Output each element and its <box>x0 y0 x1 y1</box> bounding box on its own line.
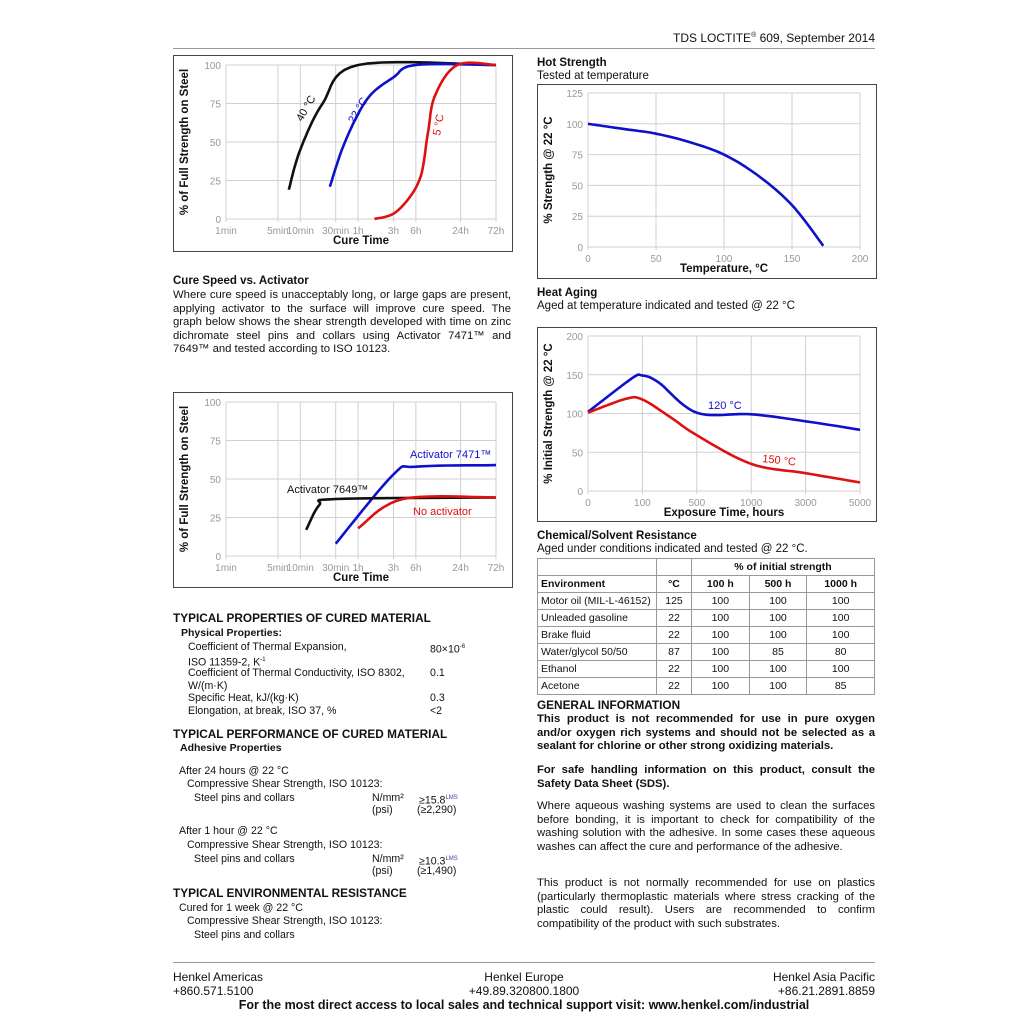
perf-1h-unit-psi: (psi) <box>372 865 393 877</box>
table-cell: Water/glycol 50/50 <box>538 644 657 661</box>
env-title: TYPICAL ENVIRONMENTAL RESISTANCE <box>173 886 407 900</box>
perf-24h-unit-psi: (psi) <box>372 804 393 816</box>
y-tick-label: 125 <box>566 89 583 100</box>
y-axis-label: % Strength @ 22 °C <box>543 116 555 224</box>
cure-speed-chart <box>173 55 513 252</box>
x-tick-label: 30min <box>322 563 350 574</box>
hot-strength-title: Hot Strength <box>537 57 607 69</box>
y-tick-label: 150 <box>566 370 583 382</box>
general-title: GENERAL INFORMATION <box>537 698 681 712</box>
general-plastics-text: This product is not normally recommended for use on plastics (particularly thermoplastic materials where stress cracking of the plastic could result). Users are recommended to confirm compatibility of the product with such substrates. <box>537 877 875 930</box>
x-tick-label: 10min <box>286 226 314 237</box>
registered-mark: ® <box>751 32 757 39</box>
x-tick-label: 200 <box>851 254 869 265</box>
x-tick-label: 24h <box>452 226 469 237</box>
table-cell: 100 <box>692 610 750 627</box>
general-sds-notice: For safe handling information on this product, consult the Safety Data Sheet (SDS). <box>537 764 875 790</box>
perf-1h-item: Steel pins and collars <box>194 853 295 865</box>
x-tick-label: 1min <box>215 226 237 237</box>
x-axis-label: Cure Time <box>332 572 390 584</box>
perf-1h-condition: After 1 hour @ 22 °C <box>179 825 278 837</box>
y-tick-label: 50 <box>209 475 221 486</box>
heat-aging-title: Heat Aging <box>537 287 598 299</box>
series-label: Activator 7471™ <box>410 449 492 461</box>
prop-specific-heat-label: Specific Heat, kJ/(kg·K) <box>188 692 299 704</box>
x-tick-label: 5min <box>267 226 289 237</box>
y-tick-label: 0 <box>215 215 221 226</box>
x-tick-label: 1min <box>215 563 237 574</box>
table-cell: 80 <box>807 644 875 661</box>
x-tick-label: 500 <box>688 498 706 509</box>
table-row <box>538 644 875 661</box>
table-header: Environment <box>538 576 657 593</box>
env-item: Steel pins and collars <box>194 929 295 941</box>
series-label: 40 °C <box>294 93 319 124</box>
table-cell: 100 <box>692 661 750 678</box>
perf-1h-test: Compressive Shear Strength, ISO 10123: <box>187 839 383 851</box>
table-row <box>538 610 875 627</box>
table-cell: 100 <box>692 678 750 695</box>
x-tick-label: 72h <box>487 226 505 237</box>
table-cell: 100 <box>749 593 807 610</box>
y-tick-label: 100 <box>566 119 583 131</box>
x-tick-label: 0 <box>585 498 591 509</box>
prop-elongation-value: <2 <box>430 705 443 717</box>
activator-section-text: Where cure speed is unacceptably long, or large gaps are present, applying activator to the surface will improve cure speed. The graph below shows the shear strength developed with time on zinc dichromate steel pins and collars using Activator 7471™ and 7649™ and tested according to ISO 10123. <box>173 289 511 355</box>
perf-subtitle: Adhesive Properties <box>180 742 282 754</box>
prop-specific-heat-value: 0.3 <box>430 692 445 704</box>
perf-1h-value-psi: (≥1,490) <box>417 865 457 877</box>
perf-24h-item: Steel pins and collars <box>194 792 295 804</box>
x-tick-label: 100 <box>715 254 733 265</box>
table-cell: 100 <box>749 678 807 695</box>
x-tick-label: 5min <box>267 563 289 574</box>
hot-strength-subtitle: Tested at temperature <box>537 70 649 82</box>
table-cell: 22 <box>657 678 692 695</box>
footer-asia-pacific: Henkel Asia Pacific +86.21.2891.8859 <box>772 970 875 998</box>
heat-aging-chart <box>537 327 877 522</box>
series-label: No activator <box>413 506 472 518</box>
x-tick-label: 0 <box>585 254 591 265</box>
table-cell: Motor oil (MIL-L-46152) <box>538 593 657 610</box>
y-tick-label: 50 <box>571 181 583 193</box>
y-tick-label: 100 <box>204 398 221 409</box>
x-tick-label: 100 <box>634 498 651 509</box>
heat-aging-subtitle: Aged at temperature indicated and tested @ 22 °C <box>537 300 795 312</box>
y-tick-label: 0 <box>215 552 221 563</box>
header-rule <box>173 48 875 49</box>
x-axis-label: Temperature, °C <box>679 263 769 275</box>
table-cell: 100 <box>807 610 875 627</box>
x-tick-label: 72h <box>487 563 505 574</box>
y-tick-label: 75 <box>209 436 221 448</box>
y-tick-label: 50 <box>571 448 583 460</box>
table-cell: 100 <box>749 627 807 644</box>
table-cell: 87 <box>657 644 692 661</box>
table-cell: 100 <box>692 627 750 644</box>
chem-title: Chemical/Solvent Resistance <box>537 530 697 542</box>
props-title: TYPICAL PROPERTIES OF CURED MATERIAL <box>173 611 431 625</box>
chem-subtitle: Aged under conditions indicated and tested @ 22 °C. <box>537 543 808 555</box>
table-cell: 22 <box>657 610 692 627</box>
x-tick-label: 30min <box>322 226 350 237</box>
x-tick-label: 1000 <box>740 498 763 509</box>
env-test: Compressive Shear Strength, ISO 10123: <box>187 915 383 927</box>
series-line-0 <box>289 62 496 190</box>
chem-resistance-table <box>537 558 875 695</box>
table-row <box>538 593 875 610</box>
x-tick-label: 10min <box>286 563 314 574</box>
y-tick-label: 0 <box>577 487 583 498</box>
hot-strength-chart <box>537 84 877 279</box>
table-row <box>538 678 875 695</box>
general-oxygen-warning: This product is not recommended for use in pure oxygen and/or oxygen rich systems and should not be selected as a sealant for chlorine or other strong oxidizing materials. <box>537 713 875 752</box>
x-tick-label: 3h <box>387 226 400 237</box>
table-cell <box>657 559 692 576</box>
perf-24h-value-psi: (≥2,290) <box>417 804 457 816</box>
document-header <box>673 31 875 45</box>
x-tick-label: 6h <box>410 226 422 237</box>
table-header: 1000 h <box>807 576 875 593</box>
table-cell: 85 <box>749 644 807 661</box>
y-tick-label: 25 <box>571 212 583 224</box>
table-cell: 125 <box>657 593 692 610</box>
table-header: 500 h <box>749 576 807 593</box>
prop-conductivity-value: 0.1 <box>430 667 445 679</box>
table-cell: 100 <box>749 661 807 678</box>
table-cell: 100 <box>807 627 875 644</box>
y-axis-label: % of Full Strength on Steel <box>179 68 191 216</box>
table-cell: Unleaded gasoline <box>538 610 657 627</box>
table-group-header: % of initial strength <box>692 559 875 576</box>
y-axis-label: % of Full Strength on Steel <box>179 405 191 553</box>
perf-1h-unit: N/mm² <box>372 853 404 865</box>
prop-conductivity-label: Coefficient of Thermal Conductivity, ISO 8302, W/(m·K) <box>188 667 405 692</box>
x-tick-label: 1h <box>352 226 364 237</box>
y-tick-label: 0 <box>577 243 583 254</box>
doc-title: TDS LOCTITE <box>673 31 752 45</box>
table-header: °C <box>657 576 692 593</box>
series-line-0 <box>588 124 823 246</box>
series-label: 120 °C <box>708 400 742 412</box>
perf-1h-value: $\ge 10.3^{LMS}$ <box>419 855 458 868</box>
series-label: 150 °C <box>761 453 797 469</box>
perf-24h-unit: N/mm² <box>372 792 404 804</box>
table-row <box>538 661 875 678</box>
perf-24h-condition: After 24 hours @ 22 °C <box>179 765 289 777</box>
footer-support-link[interactable]: For the most direct access to local sales and technical support visit: www.henkel.com/industrial <box>238 998 810 1012</box>
table-header: 100 h <box>692 576 750 593</box>
table-row <box>538 627 875 644</box>
footer-americas: Henkel Americas +860.571.5100 <box>173 970 264 998</box>
prop-cte-label: Coefficient of Thermal Expansion, ISO 11359-2, $K^{-1}$ <box>188 641 347 669</box>
series-label: Activator 7649™ <box>287 484 369 496</box>
footer-europe: Henkel Europe +49.89.320800.1800 <box>468 970 580 998</box>
table-cell: Brake fluid <box>538 627 657 644</box>
x-tick-label: 3h <box>387 563 400 574</box>
y-tick-label: 25 <box>209 513 221 525</box>
y-tick-label: 50 <box>209 138 221 149</box>
x-axis-label: Exposure Time, hours <box>663 507 785 519</box>
table-cell <box>538 559 657 576</box>
table-cell: 100 <box>749 610 807 627</box>
prop-elongation-label: Elongation, at break, ISO 37, % <box>188 705 337 717</box>
series-label: 5 °C <box>431 113 447 137</box>
table-header-row <box>538 576 875 593</box>
table-cell: 22 <box>657 661 692 678</box>
general-washing-text: Where aqueous washing systems are used to clean the surfaces before bonding, it is important to check for compatibility of the washing solution with the adhesive. In some cases these aqueous washes can affect the cure and performance of the adhesive. <box>537 800 875 853</box>
x-tick-label: 6h <box>410 563 422 574</box>
x-axis-label: Cure Time <box>332 235 390 247</box>
table-group-row <box>538 559 875 576</box>
table-cell: 100 <box>807 661 875 678</box>
table-cell: 100 <box>692 644 750 661</box>
perf-24h-test: Compressive Shear Strength, ISO 10123: <box>187 778 383 790</box>
y-tick-label: 75 <box>571 150 583 162</box>
y-axis-label: % Initial Strength @ 22 °C <box>543 343 555 484</box>
x-tick-label: 50 <box>650 254 662 265</box>
y-tick-label: 100 <box>204 61 221 72</box>
x-tick-label: 150 <box>783 254 801 265</box>
series-line-2 <box>375 63 497 219</box>
y-tick-label: 75 <box>209 99 221 111</box>
y-tick-label: 25 <box>209 176 221 188</box>
y-tick-label: 200 <box>566 332 583 343</box>
footer-rule <box>173 962 875 963</box>
table-cell: Acetone <box>538 678 657 695</box>
x-tick-label: 3000 <box>794 498 817 509</box>
perf-24h-value: $\ge 15.8^{LMS}$ <box>419 794 458 807</box>
env-condition: Cured for 1 week @ 22 °C <box>179 902 303 914</box>
y-tick-label: 100 <box>566 409 583 421</box>
x-tick-label: 5000 <box>848 498 872 509</box>
props-subtitle: Physical Properties: <box>181 627 282 639</box>
table-cell: 22 <box>657 627 692 644</box>
doc-date: 609, September 2014 <box>756 31 875 45</box>
x-tick-label: 1h <box>352 563 364 574</box>
table-cell: 85 <box>807 678 875 695</box>
x-tick-label: 24h <box>452 563 469 574</box>
activator-chart <box>173 392 513 588</box>
table-cell: Ethanol <box>538 661 657 678</box>
perf-title: TYPICAL PERFORMANCE OF CURED MATERIAL <box>173 727 448 741</box>
activator-section-title: Cure Speed vs. Activator <box>173 275 309 287</box>
table-cell: 100 <box>692 593 750 610</box>
table-cell: 100 <box>807 593 875 610</box>
prop-cte-value: $80\times 10^{-6}$ <box>430 643 466 656</box>
series-label: 22 °C <box>346 95 371 126</box>
